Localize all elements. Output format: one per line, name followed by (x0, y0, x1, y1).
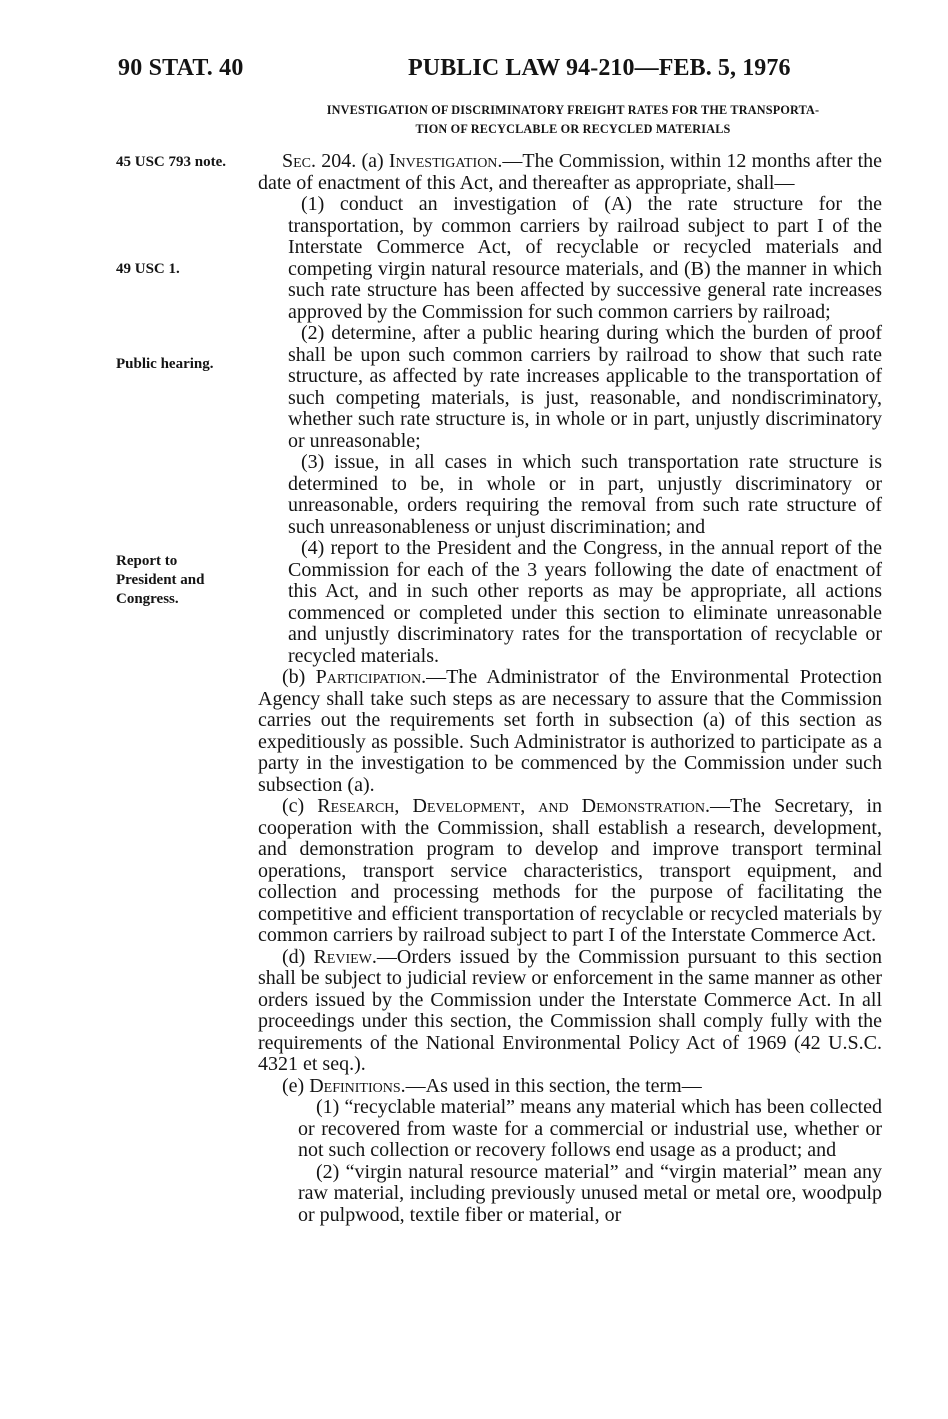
subsection-c-text: —The Secretary, in cooperation with the Commission, shall establish a research, development, and demonstration program to develop and improve transport terminal operations, transport service characteristics, transport equipment, and collection and processing methods for the purpose of facilitating the competitive and efficient transportation of recyclable or recycled materials by common carriers by railroad subject to part I of the Interstate Commerce Act. (258, 795, 882, 946)
section-label: Sec. 204. (282, 150, 357, 172)
subsection-e (258, 1076, 882, 1098)
subsection-b-label: (b) (282, 666, 306, 688)
paragraph-a1: (1) conduct an investigation of (A) the rate structure for the transportation, by common carriers by railroad subject to part I of the Interstate Commerce Act, of recyclable or recycled materials and competing virgin natural resource materials, and (B) the manner in which such rate structure has been affected by successive general rate increases approved by the Commission for such common carriers by railroad; (288, 193, 882, 323)
subsection-d-text: —Orders issued by the Commission pursuant to this section shall be subject to judicial review or enforcement in the same manner as other orders issued by the Commission under the Interstate Commerce Act. In all proceedings under this section, the Commission shall comply fully with the requirements of the National Environmental Policy Act of 1969 (42 U.S.C. 4321 et seq.). (258, 945, 882, 1075)
margin-note-usc-1: 49 USC 1. (116, 261, 180, 277)
margin-note-report (116, 552, 204, 609)
subsection-a (258, 151, 882, 194)
margin-note-public-hearing: Public hearing. (116, 356, 214, 372)
margin-note-report-line-1: Report to (116, 553, 178, 569)
section-title (258, 101, 888, 139)
paragraph-a4: (4) report to the President and the Congress, in the annual report of the Commission for each of the 3 years following the date of enactment of this Act, and in such other reports as may be appropriate, all actions commenced or completed under this section to eliminate unreasonable and unjustly discriminatory rates for the transportation of recyclable or recycled materials. (288, 537, 882, 667)
section-title-line-1: INVESTIGATION OF DISCRIMINATORY FREIGHT RATES FOR THE TRANSPORTA- (326, 103, 820, 117)
subsection-e-heading: Definitions. (309, 1074, 406, 1097)
subsection-c-heading: Research, Development, and Demonstration. (317, 795, 711, 817)
running-head: PUBLIC LAW 94-210—FEB. 5, 1976 (408, 55, 791, 81)
margin-note-report-line-2: President and (116, 572, 205, 588)
section-body (258, 151, 882, 1226)
subsection-d-heading: Review. (313, 945, 377, 968)
subsection-e-label: (e) (282, 1074, 305, 1097)
subsection-a-text: —The Commission, within 12 months after the date of enactment of this Act, and thereafter as appropriate, shall— (258, 150, 883, 194)
paragraph-a2: (2) determine, after a public hearing during which the burden of proof shall be upon such common carriers by railroad to show that such rate structure, as affected by rate increases applicable to the transportation of such competing materials, is just, reasonable, and nondiscriminatory, whether such rate structure is, in whole or in part, unjustly discriminatory or unreasonable; (288, 322, 882, 452)
margin-note-usc-793: 45 USC 793 note. (116, 154, 227, 170)
subsection-c-label: (c) (282, 795, 305, 817)
subsection-b (258, 667, 882, 796)
section-title-line-2: TION OF RECYCLABLE OR RECYCLED MATERIALS (415, 122, 731, 136)
subsection-c (258, 796, 882, 947)
subsection-a-heading: Investigation. (388, 150, 503, 172)
subsection-e-text: —As used in this section, the term— (405, 1074, 702, 1097)
page-number: 90 STAT. 40 (118, 55, 244, 81)
paragraph-a3: (3) issue, in all cases in which such transportation rate structure is determined to be, in whole or in part, unjustly discriminatory or unreasonable, orders requiring the removal from such rate structure of such unreasonableness or unjust discrimination; and (288, 451, 882, 538)
subsection-b-heading: Participation. (315, 666, 427, 688)
subsection-d (258, 947, 882, 1076)
margin-note-report-line-3: Congress. (116, 591, 179, 607)
subsection-a-label: (a) (361, 150, 384, 172)
subsection-d-label: (d) (282, 945, 306, 968)
paragraph-e2: (2) “virgin natural resource material” and “virgin material” mean any raw material, including previously unused metal or metal ore, woodpulp or pulpwood, textile fiber or material, or (298, 1160, 882, 1226)
paragraph-e1: (1) “recyclable material” means any material which has been collected or recovered from waste for a commercial or industrial use, whether or not such collection or recovery follows end usage as a product; and (298, 1096, 882, 1161)
subsection-b-text: —The Administrator of the Environmental Protection Agency shall take such steps as are necessary to assure that the Commission carries out the requirements set forth in subsection (a) of this section as expeditiously as possible. Such Administrator is authorized to participate as a party in the investigation to be commenced by the Commission under such subsection (a). (258, 666, 882, 796)
page-header (118, 55, 791, 89)
